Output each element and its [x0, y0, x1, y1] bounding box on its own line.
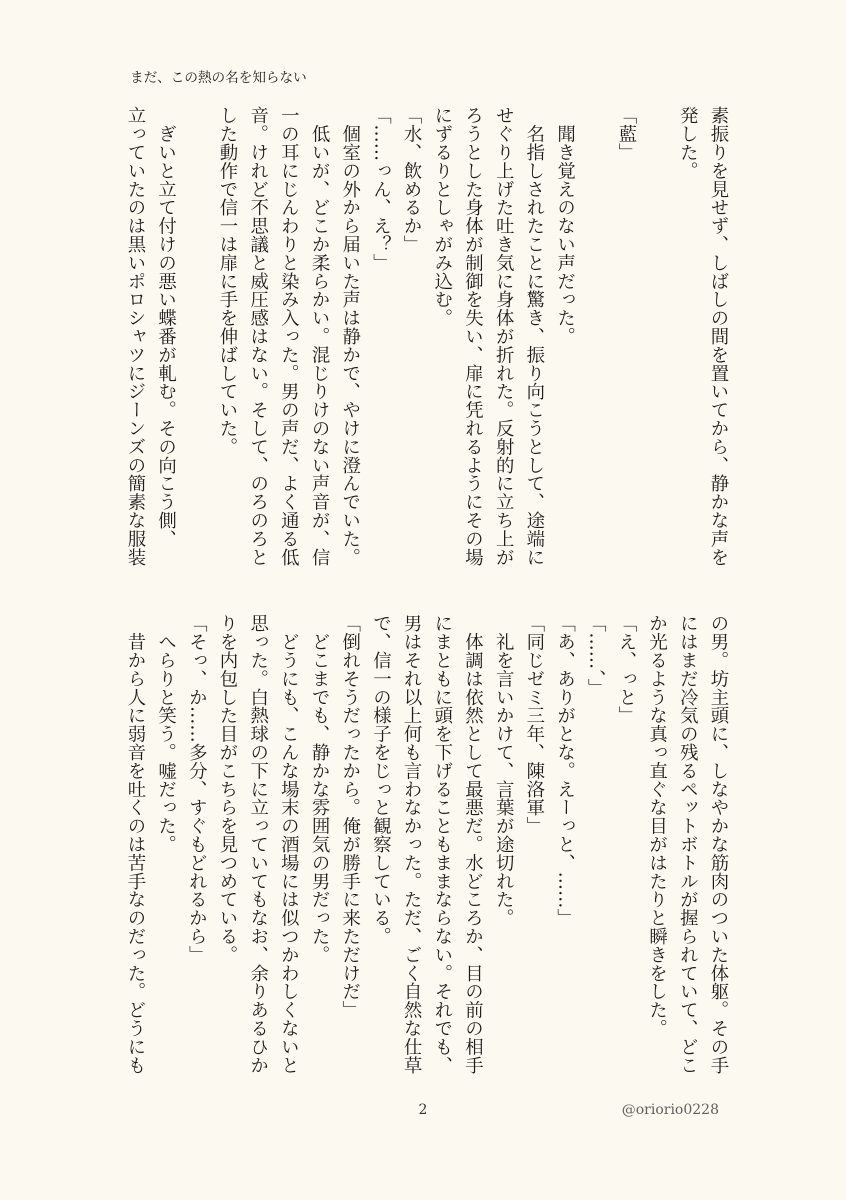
text-line: 昔から人に弱音を吐くのは苦手なのだった。どうにも	[124, 614, 146, 1074]
text-line: 発した。	[677, 106, 699, 180]
text-line: 思った。白熱球の下に立っていてもなお、余りあるひか	[247, 614, 269, 1074]
text-line: 素振りを見せず、しばしの間を置いてから、静かな声を	[708, 106, 729, 566]
blank-line	[641, 106, 672, 568]
text-line: 「倒れそうだったから。俺が勝手に来ただけだ」	[339, 614, 361, 1019]
text-line: か光るような真っ直ぐな目がはたりと瞬きをした。	[646, 614, 668, 1038]
text-line: 礼を言いかけて、言葉が途切れた。	[493, 614, 515, 927]
text-line: 「……っん、え？」	[370, 106, 392, 272]
text-line: にずるりとしゃがみ込む。	[431, 106, 453, 327]
text-line: 聞き覚えのない声だった。	[554, 106, 576, 346]
text-line: ぎいと立て付けの悪い蝶番が軋む。その向こう側、	[155, 106, 177, 548]
running-title: まだ、この熱の名を知らない	[130, 70, 307, 86]
text-line: 「あ、ありがとな。えーっと、……」	[554, 614, 576, 927]
text-line: 「同じゼミ三年、陳洛軍」	[523, 614, 545, 835]
text-line: 男はそれ以上何も言わなかった。ただ、ごく自然な仕草	[401, 614, 423, 1074]
text-line: にまともに頭を下げることもままならない。それでも、	[431, 614, 453, 1074]
text-line: へらりと笑う。嘘だった。	[155, 614, 177, 854]
text-line: 「……、」	[585, 614, 607, 697]
text-line: した動作で信一は扉に手を伸ばしていた。	[217, 106, 238, 456]
text-line: どうにも、こんな場末の酒場には似つかわしくないと	[278, 614, 300, 1074]
text-line: 体調は依然として最悪だ。水どころか、目の前の相手	[462, 614, 484, 1074]
vertical-text-block-upper	[119, 106, 733, 568]
author-handle: @oriorio0228	[621, 1102, 719, 1118]
text-line: 「そっ、か……多分、すぐもどれるから」	[186, 614, 208, 964]
text-line: どこまでも、静かな雰囲気の男だった。	[309, 614, 331, 964]
text-line: 名指しされたことに驚き、振り向こうとして、途端に	[523, 106, 545, 566]
text-line: りを内包した目がこちらを見つめている。	[217, 614, 238, 964]
text-line: 音。けれど不思議と威圧感はない。そして、のろのろと	[247, 106, 269, 566]
text-line: 立っていたのは黒いポロシャツにジーンズの簡素な服装	[124, 106, 146, 566]
vertical-text-block-lower	[119, 614, 733, 1076]
text-line: 一の耳にじんわりと染み入った。男の声だ、よく通る低	[278, 106, 300, 566]
text-line: 「藍」	[615, 106, 637, 162]
text-line: にはまだ冷気の残るペットボトルが握られていて、どこ	[677, 614, 699, 1074]
text-line: ろうとした身体が制御を失い、扉に凭れるようにその場	[462, 106, 484, 566]
text-line: 低いが、どこか柔らかい。混じりけのない声音が、信	[309, 106, 331, 566]
blank-line	[181, 106, 212, 568]
text-line: 「え、っと」	[615, 614, 637, 725]
text-line: せぐり上げた吐き気に身体が折れた。反射的に立ち上が	[493, 106, 515, 566]
text-line: で、信一の様子をじっと観察している。	[370, 614, 392, 946]
text-line: 「水、飲めるか」	[401, 106, 423, 254]
page-number: 2	[418, 1102, 428, 1118]
text-line: 個室の外から届いた声は静かで、やけに澄んでいた。	[339, 106, 361, 566]
text-line: の男。坊主頭に、しなやかな筋肉のついた体躯。その手	[708, 614, 729, 1074]
blank-line	[580, 106, 611, 568]
